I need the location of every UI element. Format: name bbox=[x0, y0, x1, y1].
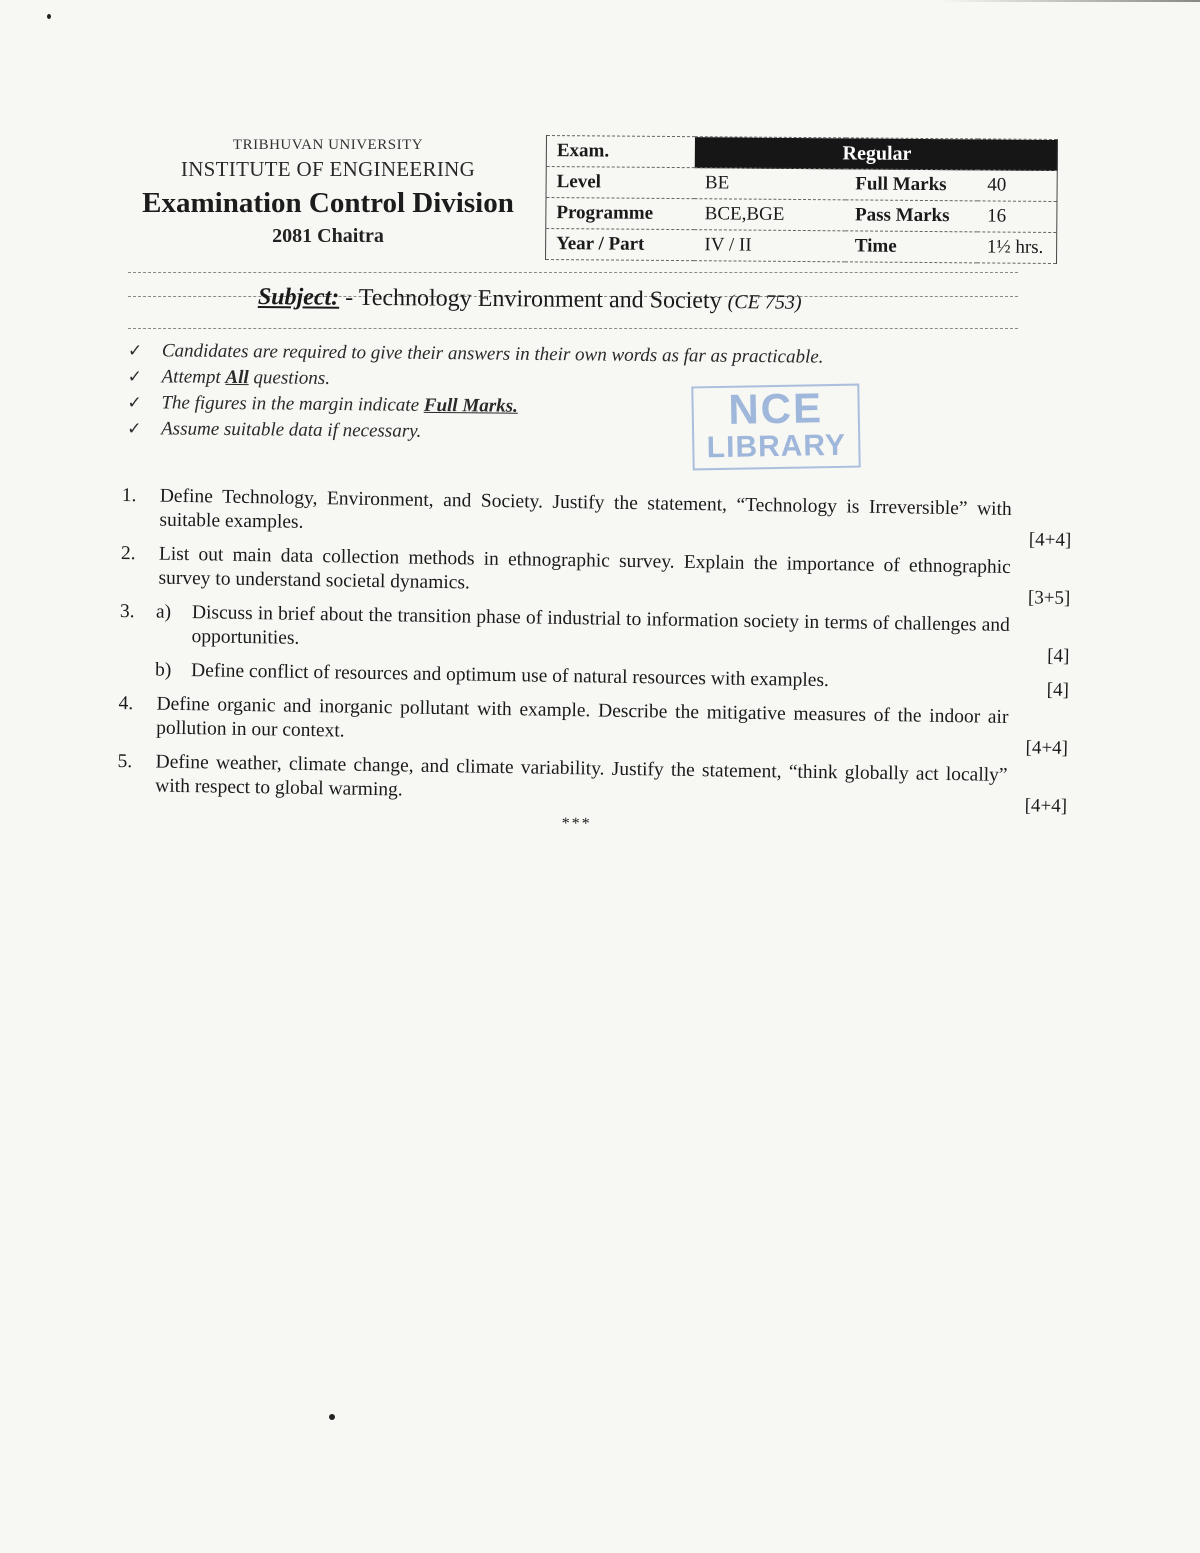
table-row bbox=[546, 136, 1057, 171]
table-row bbox=[546, 167, 1057, 202]
full-marks-label: Full Marks bbox=[845, 169, 977, 201]
question-number: 4. bbox=[118, 692, 134, 715]
check-icon: ✓ bbox=[127, 366, 142, 388]
sub-question-label: a) bbox=[155, 601, 172, 623]
question-text: List out main data collection methods in ethnographic survey. Explain the importance of ethnographic survey to understand societal dynamics. bbox=[158, 543, 1011, 594]
instruction-emphasis: Full Marks. bbox=[423, 394, 518, 417]
question-marks: [3+5] bbox=[1027, 587, 1071, 609]
division-name: Examination Control Division bbox=[142, 187, 514, 219]
question-2 bbox=[120, 542, 1081, 609]
question-text: Discuss in brief about the transition phase of industrial to information society in terms of challenges and opportunities. bbox=[191, 602, 1011, 649]
question-number: 3. bbox=[119, 600, 135, 623]
question-text: Define conflict of resources and optimum use of natural resources with examples. bbox=[190, 660, 830, 692]
question-marks: [4+4] bbox=[1028, 529, 1072, 551]
instruction-text: The figures in the margin indicate bbox=[161, 392, 420, 416]
check-icon: ✓ bbox=[127, 340, 143, 362]
table-row bbox=[546, 229, 1057, 264]
level-label: Level bbox=[546, 167, 695, 199]
check-icon: ✓ bbox=[127, 418, 142, 440]
subject-code: (CE 753) bbox=[727, 291, 802, 314]
subject-label: Subject: bbox=[257, 284, 340, 311]
question-marks: [4] bbox=[1046, 679, 1070, 701]
sub-question-label: b) bbox=[154, 659, 172, 681]
subject-separator: - bbox=[339, 284, 359, 311]
stamp-line-1: NCE bbox=[727, 384, 824, 433]
university-name: TRIBHUVAN UNIVERSITY bbox=[232, 137, 424, 153]
programme-label: Programme bbox=[546, 198, 695, 230]
instruction-text: Assume suitable data if necessary. bbox=[161, 418, 422, 442]
year-part-label: Year / Part bbox=[546, 229, 695, 261]
question-number: 2. bbox=[120, 542, 136, 565]
subject-line bbox=[258, 284, 802, 316]
institute-name: INSTITUTE OF ENGINEERING bbox=[180, 157, 476, 181]
exam-type-value: Regular bbox=[695, 137, 1057, 171]
instructions-list bbox=[127, 338, 1028, 451]
question-number: 5. bbox=[117, 750, 133, 773]
subject-name: Technology Environment and Society bbox=[358, 284, 722, 315]
exam-info-table bbox=[545, 135, 1058, 264]
library-stamp bbox=[691, 384, 860, 471]
scan-speck bbox=[329, 1414, 335, 1420]
end-of-paper-mark: *** bbox=[561, 814, 592, 833]
instruction-emphasis: All bbox=[225, 366, 249, 389]
full-marks-value: 40 bbox=[977, 170, 1057, 202]
scan-edge-line bbox=[940, 0, 1200, 2]
stamp-line-2: LIBRARY bbox=[706, 428, 847, 465]
question-marks: [4+4] bbox=[1024, 795, 1068, 817]
questions-list bbox=[117, 484, 1082, 841]
programme-value: BCE,BGE bbox=[695, 199, 846, 231]
instruction-text: questions. bbox=[253, 367, 331, 389]
pass-marks-value: 16 bbox=[977, 201, 1057, 233]
time-value: 1½ hrs. bbox=[977, 232, 1057, 264]
question-3a bbox=[119, 600, 1080, 667]
pass-marks-label: Pass Marks bbox=[845, 200, 977, 232]
question-marks: [4] bbox=[1047, 645, 1070, 667]
level-value: BE bbox=[695, 168, 846, 200]
check-icon: ✓ bbox=[127, 392, 142, 414]
instruction-text: Attempt bbox=[161, 366, 221, 388]
time-label: Time bbox=[845, 231, 977, 263]
question-1 bbox=[121, 484, 1082, 551]
question-text: Define Technology, Environment, and Society. Justify the statement, “Technology is Irreversible” with suitable examples. bbox=[159, 485, 1012, 533]
exam-session: 2081 Chaitra bbox=[272, 225, 384, 247]
header-divider bbox=[128, 272, 1018, 273]
table-row bbox=[546, 198, 1057, 233]
question-marks: [4+4] bbox=[1025, 737, 1069, 759]
instruction-text: Candidates are required to give their answers in their own words as far as practicable. bbox=[161, 340, 824, 368]
question-5 bbox=[117, 750, 1078, 817]
question-text: Define weather, climate change, and climate variability. Justify the statement, “think globally act locally” with respect to global warming. bbox=[155, 751, 1008, 801]
question-text: Define organic and inorganic pollutant with example. Describe the mitigative measures of the indoor air pollution in our context. bbox=[156, 693, 1009, 742]
question-number: 1. bbox=[121, 484, 137, 507]
subject-divider-bottom bbox=[128, 328, 1018, 329]
year-part-value: IV / II bbox=[694, 230, 845, 262]
exam-label: Exam. bbox=[546, 136, 695, 168]
scan-speck bbox=[47, 14, 51, 19]
question-3b bbox=[119, 658, 1079, 701]
institution-header bbox=[118, 135, 538, 249]
question-4 bbox=[118, 692, 1079, 759]
